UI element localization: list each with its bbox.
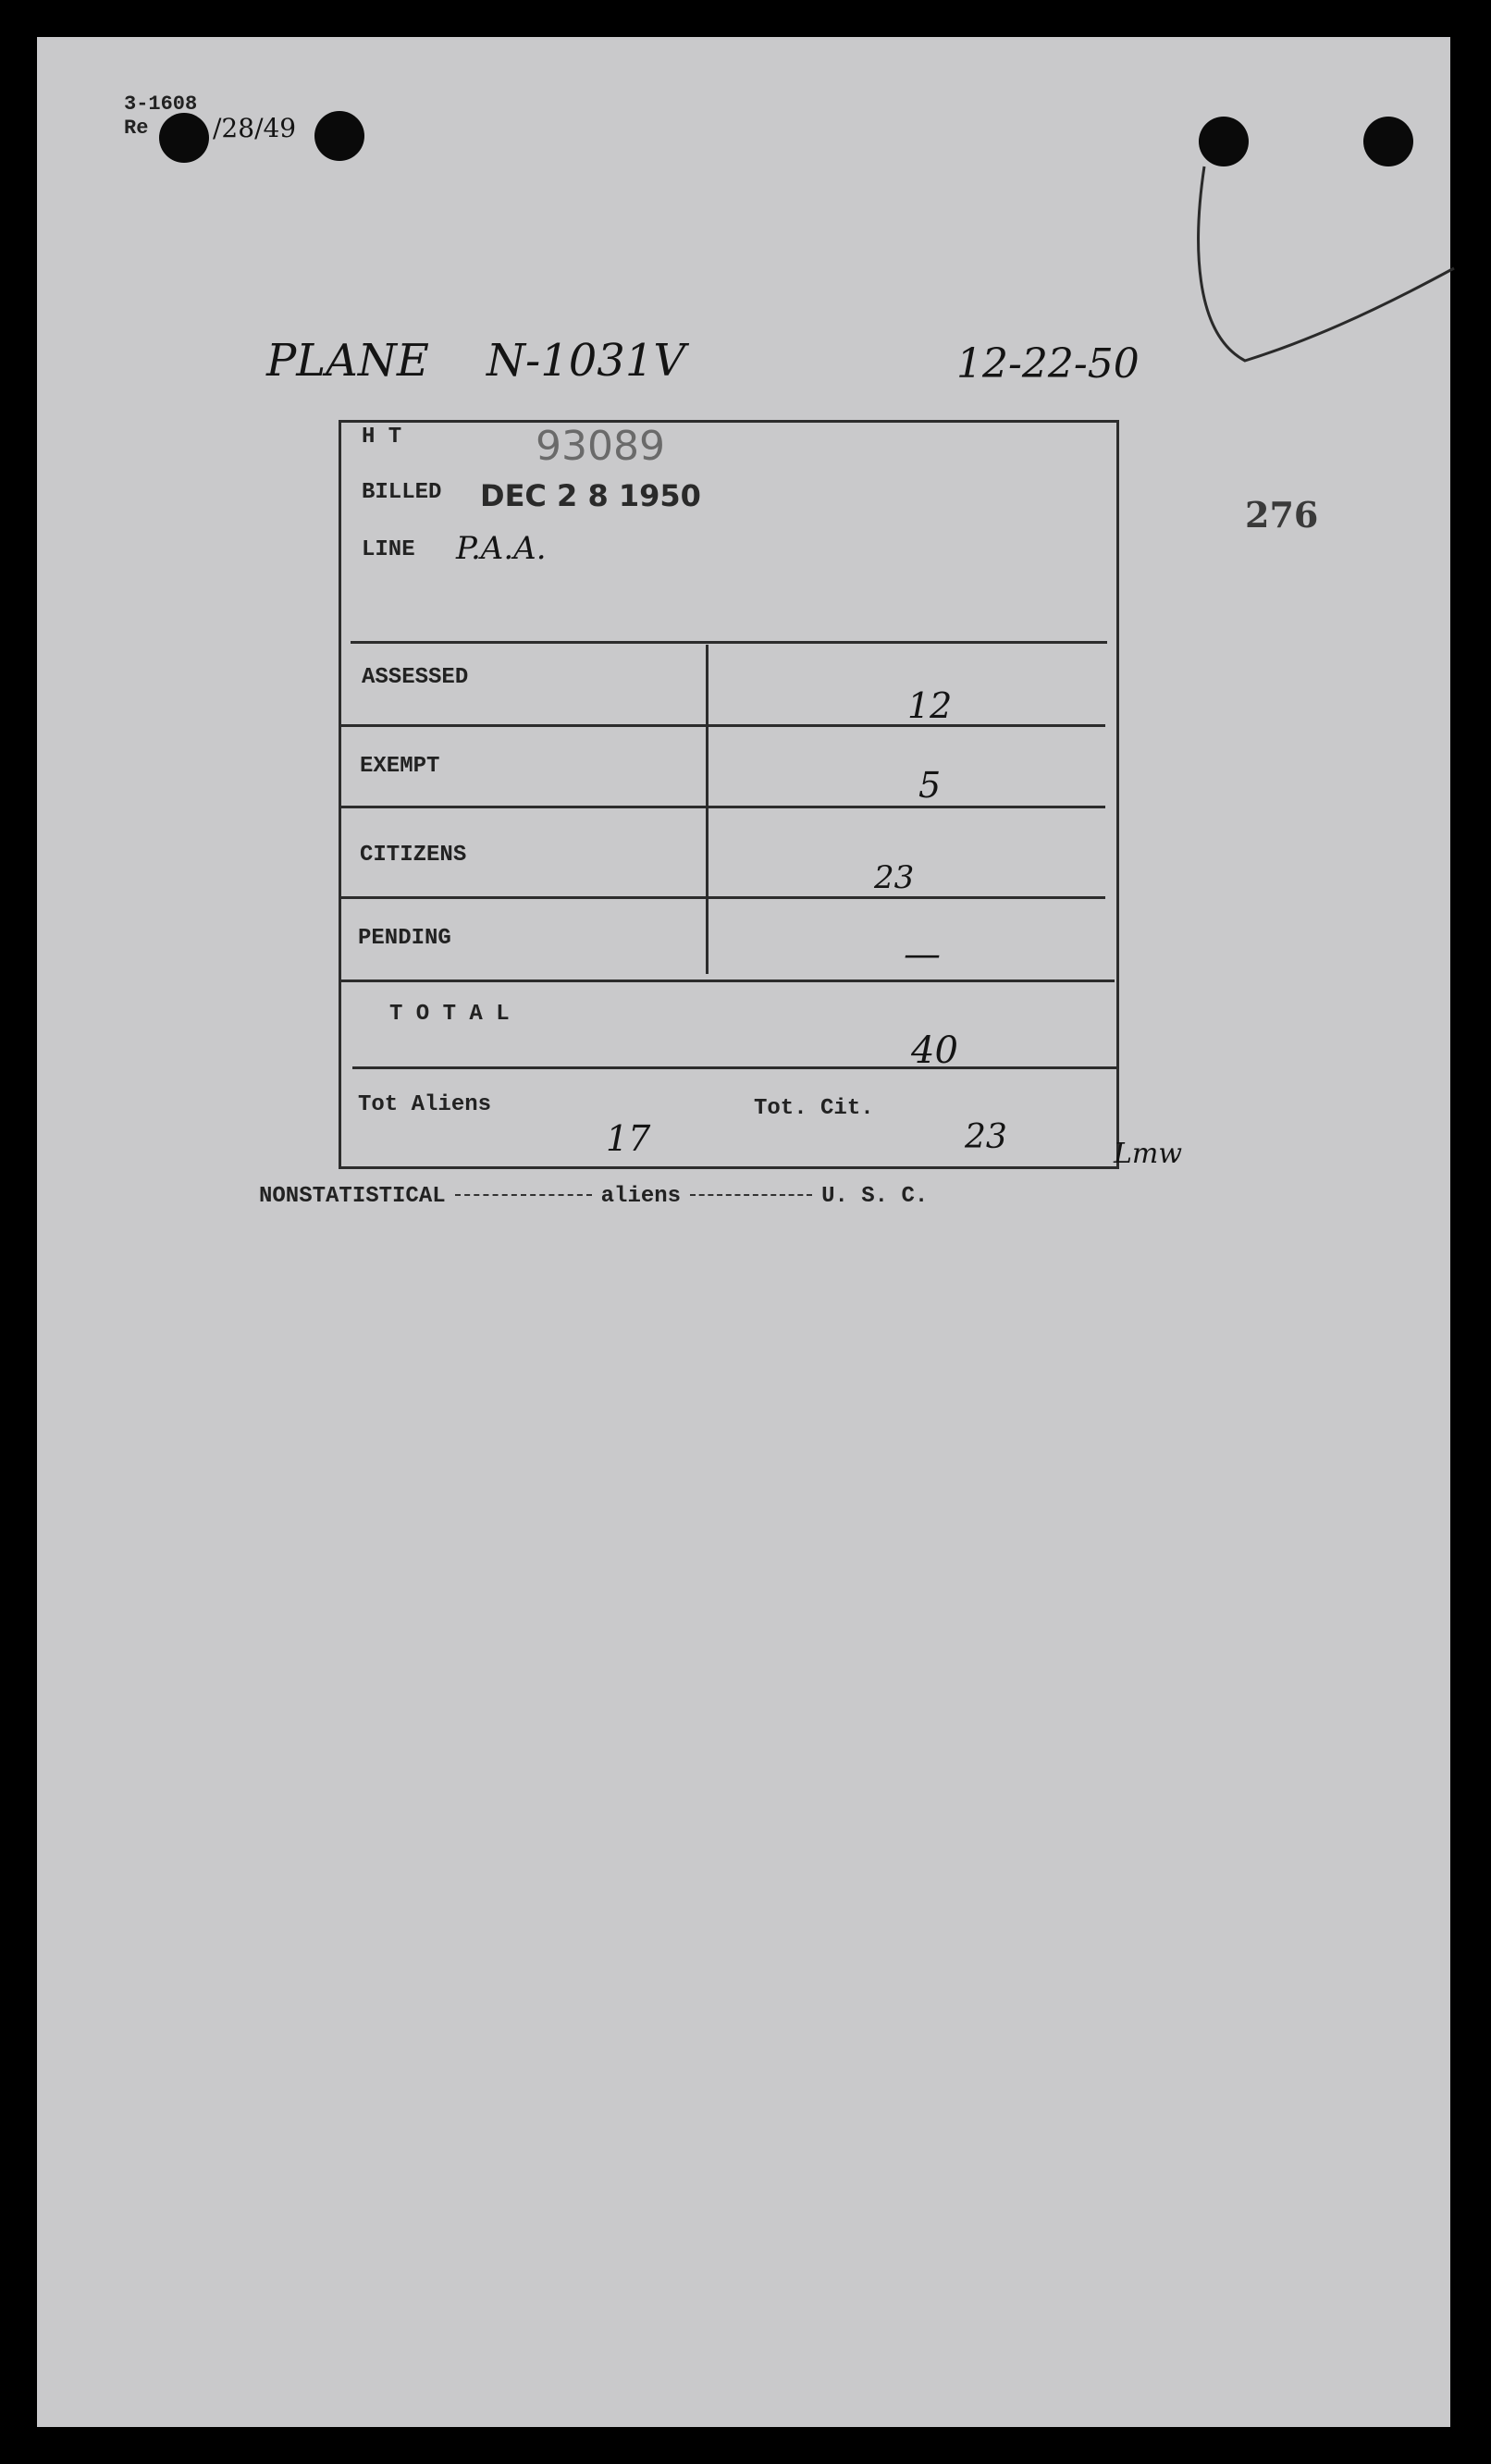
page-number: 276 xyxy=(1245,494,1319,536)
usc-label: U. S. C. xyxy=(821,1184,929,1209)
total-value: 40 xyxy=(911,1029,958,1072)
pending-label: PENDING xyxy=(358,926,451,951)
rule xyxy=(341,979,1115,982)
assessed-label: ASSESSED xyxy=(362,665,469,690)
document-page xyxy=(37,37,1450,2427)
pending-value: — xyxy=(904,933,941,976)
rule xyxy=(352,1066,1116,1069)
pencil-mark xyxy=(1156,129,1489,425)
tot-aliens-label: Tot Aliens xyxy=(358,1092,492,1117)
revision-date: /28/49 xyxy=(213,113,297,143)
plane-label: PLANE xyxy=(266,335,429,387)
revision-label: Re xyxy=(124,117,149,140)
plane-number: N-1031V xyxy=(487,335,686,387)
rule xyxy=(341,896,1105,899)
rule xyxy=(341,806,1105,808)
punch-hole xyxy=(159,113,209,163)
billed-label: BILLED xyxy=(362,480,442,505)
form-number: 3-1608 xyxy=(124,92,198,116)
arrival-date: 12-22-50 xyxy=(956,340,1140,388)
rule xyxy=(341,724,1105,727)
exempt-label: EXEMPT xyxy=(360,754,440,779)
nonstatistical-label: NONSTATISTICAL xyxy=(259,1184,446,1209)
citizens-value: 23 xyxy=(874,859,915,896)
tot-cit-label: Tot. Cit. xyxy=(754,1096,874,1121)
billed-date-stamp: DEC 2 8 1950 xyxy=(480,478,701,513)
assessed-value: 12 xyxy=(907,685,953,726)
rule xyxy=(351,641,1107,644)
manifest-form xyxy=(339,420,1119,1169)
nonstatistical-line xyxy=(259,1184,928,1209)
line-value: P.A.A. xyxy=(456,530,547,567)
line-label: LINE xyxy=(362,537,415,562)
ht-label: H T xyxy=(362,425,402,450)
citizens-label: CITIZENS xyxy=(360,843,467,868)
tot-aliens-value: 17 xyxy=(606,1118,651,1159)
exempt-value: 5 xyxy=(918,765,942,806)
blank-line xyxy=(690,1194,812,1196)
aliens-label: aliens xyxy=(600,1184,682,1209)
total-label: T O T A L xyxy=(389,1002,510,1027)
clerk-initials: Lmw xyxy=(1114,1138,1183,1170)
punch-hole xyxy=(314,111,364,161)
ht-number-stamp: 93089 xyxy=(536,423,665,470)
column-divider xyxy=(706,645,709,974)
blank-line xyxy=(455,1194,592,1196)
tot-cit-value: 23 xyxy=(965,1118,1007,1156)
